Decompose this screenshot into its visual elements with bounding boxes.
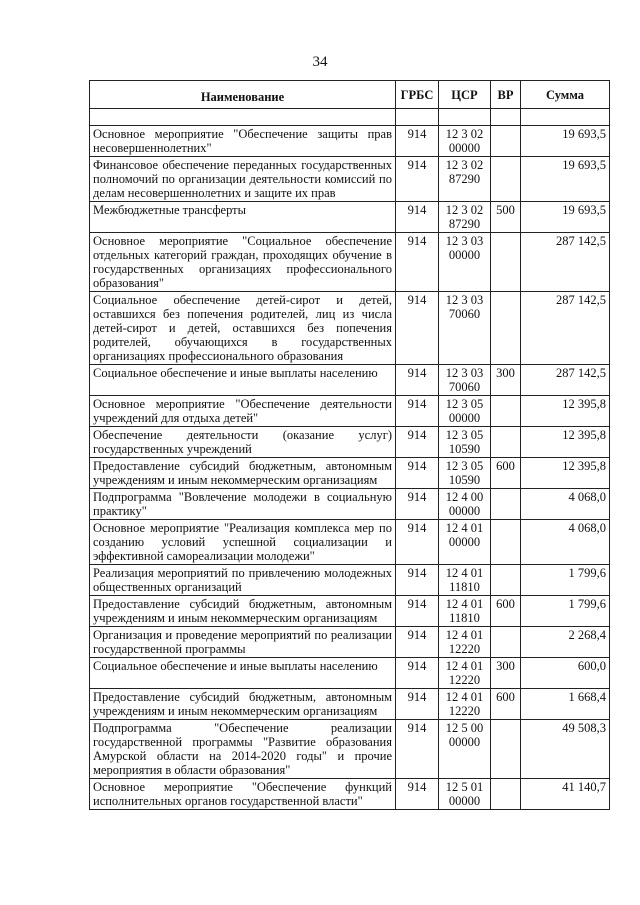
header-vr: ВР bbox=[491, 81, 521, 109]
header-name: Наименование bbox=[90, 81, 396, 109]
table-header-row bbox=[90, 81, 610, 109]
csr-prefix: 12 3 03 bbox=[445, 293, 484, 307]
csr-code: 11810 bbox=[449, 611, 480, 625]
cell-csr bbox=[439, 365, 491, 396]
table-row bbox=[90, 489, 610, 520]
cell-name: Предоставление субсидий бюджетным, автономным учреждениям и иным некоммерческим организациям bbox=[90, 596, 396, 627]
cell-csr bbox=[439, 565, 491, 596]
cell-sum: 12 395,8 bbox=[521, 396, 610, 427]
header-csr: ЦСР bbox=[439, 81, 491, 109]
csr-prefix: 12 5 01 bbox=[445, 780, 484, 794]
cell-name: Предоставление субсидий бюджетным, автономным учреждениям и иным некоммерческим организациям bbox=[90, 458, 396, 489]
table-row bbox=[90, 396, 610, 427]
cell-vr: 600 bbox=[491, 689, 521, 720]
csr-prefix: 12 4 01 bbox=[445, 566, 484, 580]
cell-name: Социальное обеспечение детей-сирот и детей, оставшихся без попечения родителей, лиц из числа детей-сирот и детей, оставшихся без попечения родителей, обучающихся в государственных организациях профессионального образования bbox=[90, 292, 396, 365]
csr-prefix: 12 3 02 bbox=[445, 127, 484, 141]
cell-csr bbox=[439, 689, 491, 720]
cell-sum: 19 693,5 bbox=[521, 202, 610, 233]
csr-code: 10590 bbox=[448, 442, 481, 456]
cell-sum: 287 142,5 bbox=[521, 292, 610, 365]
cell-csr bbox=[439, 596, 491, 627]
cell-vr bbox=[491, 720, 521, 779]
cell-sum: 1 799,6 bbox=[521, 565, 610, 596]
cell-vr bbox=[491, 157, 521, 202]
csr-prefix: 12 3 02 bbox=[445, 203, 484, 217]
csr-code: 00000 bbox=[448, 141, 481, 155]
cell-grbs: 914 bbox=[396, 596, 439, 627]
csr-code: 00000 bbox=[448, 504, 481, 518]
cell-csr bbox=[439, 157, 491, 202]
table-row bbox=[90, 157, 610, 202]
table-row bbox=[90, 689, 610, 720]
cell-csr bbox=[439, 396, 491, 427]
csr-code: 70060 bbox=[448, 380, 481, 394]
cell-grbs: 914 bbox=[396, 627, 439, 658]
table-row bbox=[90, 658, 610, 689]
cell-name: Межбюджетные трансферты bbox=[90, 202, 396, 233]
csr-code: 00000 bbox=[448, 735, 481, 749]
table-spacer-row bbox=[90, 109, 610, 126]
cell-csr bbox=[439, 489, 491, 520]
cell-sum: 2 268,4 bbox=[521, 627, 610, 658]
cell-name: Основное мероприятие "Реализация комплекса мер по созданию условий успешной социализации и эффективной самореализации молодежи" bbox=[90, 520, 396, 565]
csr-prefix: 12 4 01 bbox=[445, 521, 484, 535]
cell-csr bbox=[439, 658, 491, 689]
table-row bbox=[90, 427, 610, 458]
cell-sum: 19 693,5 bbox=[521, 126, 610, 157]
cell-name: Основное мероприятие "Обеспечение функций исполнительных органов государственной власти" bbox=[90, 779, 396, 810]
cell-grbs: 914 bbox=[396, 233, 439, 292]
cell-name: Подпрограмма "Обеспечение реализации государственной программы "Развитие образования Амурской области на 2014-2020 годы" и прочие мероприятия в области образования" bbox=[90, 720, 396, 779]
cell-grbs: 914 bbox=[396, 396, 439, 427]
cell-name: Обеспечение деятельности (оказание услуг) государственных учреждений bbox=[90, 427, 396, 458]
cell-csr bbox=[439, 126, 491, 157]
cell-grbs: 914 bbox=[396, 126, 439, 157]
table-row bbox=[90, 720, 610, 779]
cell-name: Подпрограмма "Вовлечение молодежи в социальную практику" bbox=[90, 489, 396, 520]
csr-code: 12220 bbox=[448, 673, 481, 687]
cell-vr: 500 bbox=[491, 202, 521, 233]
table-row bbox=[90, 565, 610, 596]
cell-csr bbox=[439, 779, 491, 810]
cell-sum: 19 693,5 bbox=[521, 157, 610, 202]
cell-sum: 4 068,0 bbox=[521, 520, 610, 565]
table-row bbox=[90, 779, 610, 810]
page-number: 34 bbox=[312, 54, 328, 70]
table-row bbox=[90, 292, 610, 365]
table-row bbox=[90, 458, 610, 489]
csr-code: 87290 bbox=[448, 172, 481, 186]
table-row bbox=[90, 202, 610, 233]
cell-vr: 600 bbox=[491, 596, 521, 627]
csr-prefix: 12 3 05 bbox=[445, 397, 484, 411]
table-row bbox=[90, 365, 610, 396]
cell-vr bbox=[491, 779, 521, 810]
csr-code: 00000 bbox=[448, 411, 481, 425]
csr-prefix: 12 5 00 bbox=[445, 721, 484, 735]
csr-code: 12220 bbox=[448, 704, 481, 718]
cell-grbs: 914 bbox=[396, 720, 439, 779]
cell-grbs: 914 bbox=[396, 202, 439, 233]
cell-csr bbox=[439, 202, 491, 233]
cell-name: Реализация мероприятий по привлечению молодежных общественных организаций bbox=[90, 565, 396, 596]
csr-code: 11810 bbox=[449, 580, 480, 594]
cell-sum: 287 142,5 bbox=[521, 365, 610, 396]
csr-prefix: 12 4 01 bbox=[445, 597, 484, 611]
cell-vr bbox=[491, 396, 521, 427]
csr-code: 12220 bbox=[448, 642, 481, 656]
csr-code: 00000 bbox=[448, 248, 481, 262]
csr-prefix: 12 3 03 bbox=[445, 366, 484, 380]
cell-sum: 41 140,7 bbox=[521, 779, 610, 810]
cell-sum: 1 799,6 bbox=[521, 596, 610, 627]
cell-grbs: 914 bbox=[396, 779, 439, 810]
cell-vr bbox=[491, 233, 521, 292]
cell-sum: 1 668,4 bbox=[521, 689, 610, 720]
cell-sum: 4 068,0 bbox=[521, 489, 610, 520]
cell-vr: 300 bbox=[491, 365, 521, 396]
cell-vr bbox=[491, 565, 521, 596]
cell-vr: 600 bbox=[491, 458, 521, 489]
cell-csr bbox=[439, 292, 491, 365]
cell-name: Социальное обеспечение и иные выплаты населению bbox=[90, 658, 396, 689]
cell-csr bbox=[439, 458, 491, 489]
cell-vr bbox=[491, 489, 521, 520]
csr-prefix: 12 4 01 bbox=[445, 659, 484, 673]
table-row bbox=[90, 126, 610, 157]
csr-code: 70060 bbox=[448, 307, 481, 321]
cell-sum: 12 395,8 bbox=[521, 458, 610, 489]
csr-prefix: 12 4 01 bbox=[445, 690, 484, 704]
csr-prefix: 12 4 00 bbox=[445, 490, 484, 504]
cell-grbs: 914 bbox=[396, 365, 439, 396]
csr-code: 10590 bbox=[448, 473, 481, 487]
cell-grbs: 914 bbox=[396, 689, 439, 720]
cell-name: Финансовое обеспечение переданных государственных полномочий по организации деятельности комиссий по делам несовершеннолетних и защите их прав bbox=[90, 157, 396, 202]
csr-prefix: 12 3 05 bbox=[445, 428, 484, 442]
cell-grbs: 914 bbox=[396, 458, 439, 489]
cell-csr bbox=[439, 233, 491, 292]
cell-grbs: 914 bbox=[396, 157, 439, 202]
header-grbs: ГРБС bbox=[396, 81, 439, 109]
csr-prefix: 12 3 05 bbox=[445, 459, 484, 473]
cell-grbs: 914 bbox=[396, 292, 439, 365]
table-row bbox=[90, 520, 610, 565]
cell-name: Предоставление субсидий бюджетным, автономным учреждениям и иным некоммерческим организациям bbox=[90, 689, 396, 720]
cell-csr bbox=[439, 520, 491, 565]
table-row bbox=[90, 627, 610, 658]
cell-vr bbox=[491, 126, 521, 157]
cell-sum: 12 395,8 bbox=[521, 427, 610, 458]
cell-name: Основное мероприятие "Обеспечение защиты прав несовершеннолетних" bbox=[90, 126, 396, 157]
csr-prefix: 12 3 03 bbox=[445, 234, 484, 248]
cell-csr bbox=[439, 627, 491, 658]
cell-sum: 600,0 bbox=[521, 658, 610, 689]
cell-vr bbox=[491, 520, 521, 565]
cell-grbs: 914 bbox=[396, 427, 439, 458]
csr-code: 87290 bbox=[448, 217, 481, 231]
cell-sum: 287 142,5 bbox=[521, 233, 610, 292]
csr-prefix: 12 3 02 bbox=[445, 158, 484, 172]
cell-csr bbox=[439, 427, 491, 458]
cell-sum: 49 508,3 bbox=[521, 720, 610, 779]
table-body bbox=[90, 109, 610, 810]
cell-grbs: 914 bbox=[396, 520, 439, 565]
cell-vr bbox=[491, 627, 521, 658]
cell-name: Социальное обеспечение и иные выплаты населению bbox=[90, 365, 396, 396]
cell-vr bbox=[491, 292, 521, 365]
cell-name: Организация и проведение мероприятий по реализации государственной программы bbox=[90, 627, 396, 658]
cell-grbs: 914 bbox=[396, 658, 439, 689]
table-row bbox=[90, 233, 610, 292]
cell-csr bbox=[439, 720, 491, 779]
budget-table bbox=[89, 80, 610, 810]
csr-prefix: 12 4 01 bbox=[445, 628, 484, 642]
cell-grbs: 914 bbox=[396, 565, 439, 596]
cell-vr bbox=[491, 427, 521, 458]
header-sum: Сумма bbox=[521, 81, 610, 109]
table-row bbox=[90, 596, 610, 627]
cell-grbs: 914 bbox=[396, 489, 439, 520]
cell-name: Основное мероприятие "Обеспечение деятельности учреждений для отдыха детей" bbox=[90, 396, 396, 427]
csr-code: 00000 bbox=[448, 794, 481, 808]
cell-vr: 300 bbox=[491, 658, 521, 689]
csr-code: 00000 bbox=[448, 535, 481, 549]
cell-name: Основное мероприятие "Социальное обеспечение отдельных категорий граждан, проходящих обучение в государственных организациях профессионального образования" bbox=[90, 233, 396, 292]
